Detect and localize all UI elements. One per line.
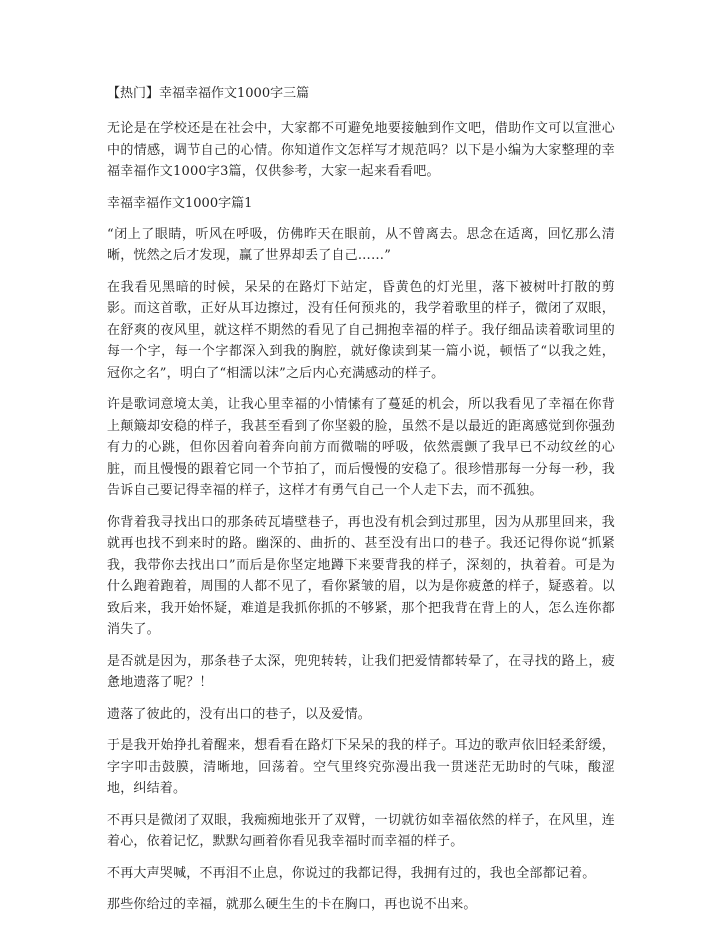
document-title: 【热门】幸福幸福作文1000字三篇 [107, 86, 310, 101]
paragraph: 不再大声哭喊，不再泪不止息，你说过的我都记得，我拥有过的，我也全部都记着。 [107, 865, 596, 881]
paragraph: 不再只是微闭了双眼，我痴痴地张开了双臂，一切就彷如幸福依然的样子，在风里，连着心，依着记忆，默默勾画着你看见我幸福时而幸福的样子。 [107, 812, 615, 849]
intro-paragraph: 无论是在学校还是在社会中，大家都不可避免地要接触到作文吧，借助作文可以宣泄心中的情感，调节自己的心情。你知道作文怎样写才规范吗？以下是小编为大家整理的幸福幸福作文1000字3篇，仅供参考，大家一起来看看吧。 [107, 121, 615, 179]
paragraph: “闭上了眼睛，听风在呼吸，仿佛昨天在眼前，从不曾离去。思念在适离，回忆那么清晰，恍然之后才发现，赢了世界却丢了自己……” [107, 226, 615, 263]
paragraph: 许是歌词意境太美，让我心里幸福的小情愫有了蔓延的机会，所以我看见了幸福在你背上颠簸却安稳的样子，我甚至看到了你坚毅的脸，虽然不是以最近的距离感觉到你强劲有力的心跳，但你因着向着奔向前方而微喘的呼吸，依然震颤了我早已不动纹丝的心脏，而且慢慢的跟着它同一个节拍了，而后慢慢的安稳了。很珍惜那每一分每一秒，我告诉自己要记得幸福的样子，这样才有勇气自己一个人走下去，而不孤独。 [107, 397, 615, 498]
paragraph: 于是我开始挣扎着醒来，想看看在路灯下呆呆的我的样子。耳边的歌声依旧轻柔舒缓，字字叩击鼓膜，清晰地，回荡着。空气里终究弥漫出我一贯迷茫无助时的气味，酸涩地，纠结着。 [107, 738, 615, 796]
paragraph: 你背着我寻找出口的那条砖瓦墙壁巷子，再也没有机会到过那里，因为从那里回来，我就再也找不到来时的路。幽深的、曲折的、甚至没有出口的巷子。我还记得你说“抓紧我，我带你去找出口”而后是你坚定地蹲下来要背我的样子，深刻的，执着着。可是为什么跑着跑着，周围的人都不见了，看你紧皱的眉，以为是你疲惫的样子，疑惑着。以致后来，我开始怀疑，难道是我抓你抓的不够紧，那个把我背在背上的人，怎么连你都消失了。 [107, 514, 615, 637]
paragraph: 在我看见黑暗的时候，呆呆的在路灯下站定，昏黄色的灯光里，落下被树叶打散的剪影。而这首歌，正好从耳边擦过，没有任何预兆的，我学着歌里的样子，微闭了双眼，在舒爽的夜风里，就这样不期然的看见了自己拥抱幸福的样子。我仔细品读着歌词里的每一个字，每一个字都深入到我的胸腔，就好像读到某一篇小说，顿悟了“以我之姓，冠你之名”，明白了“相濡以沫”之后内心充满感动的样子。 [107, 279, 615, 381]
document-page [107, 84, 615, 926]
paragraph: 那些你给过的幸福，就那么硬生生的卡在胸口，再也说不出来。 [107, 897, 477, 912]
section-title: 幸福幸福作文1000字篇1 [107, 195, 253, 211]
paragraph: 遗落了彼此的，没有出口的巷子，以及爱情。 [107, 706, 372, 722]
paragraph: 是否就是因为，那条巷子太深，兜兜转转，让我们把爱情都转晕了，在寻找的路上，疲惫地遗落了呢？！ [107, 653, 615, 690]
